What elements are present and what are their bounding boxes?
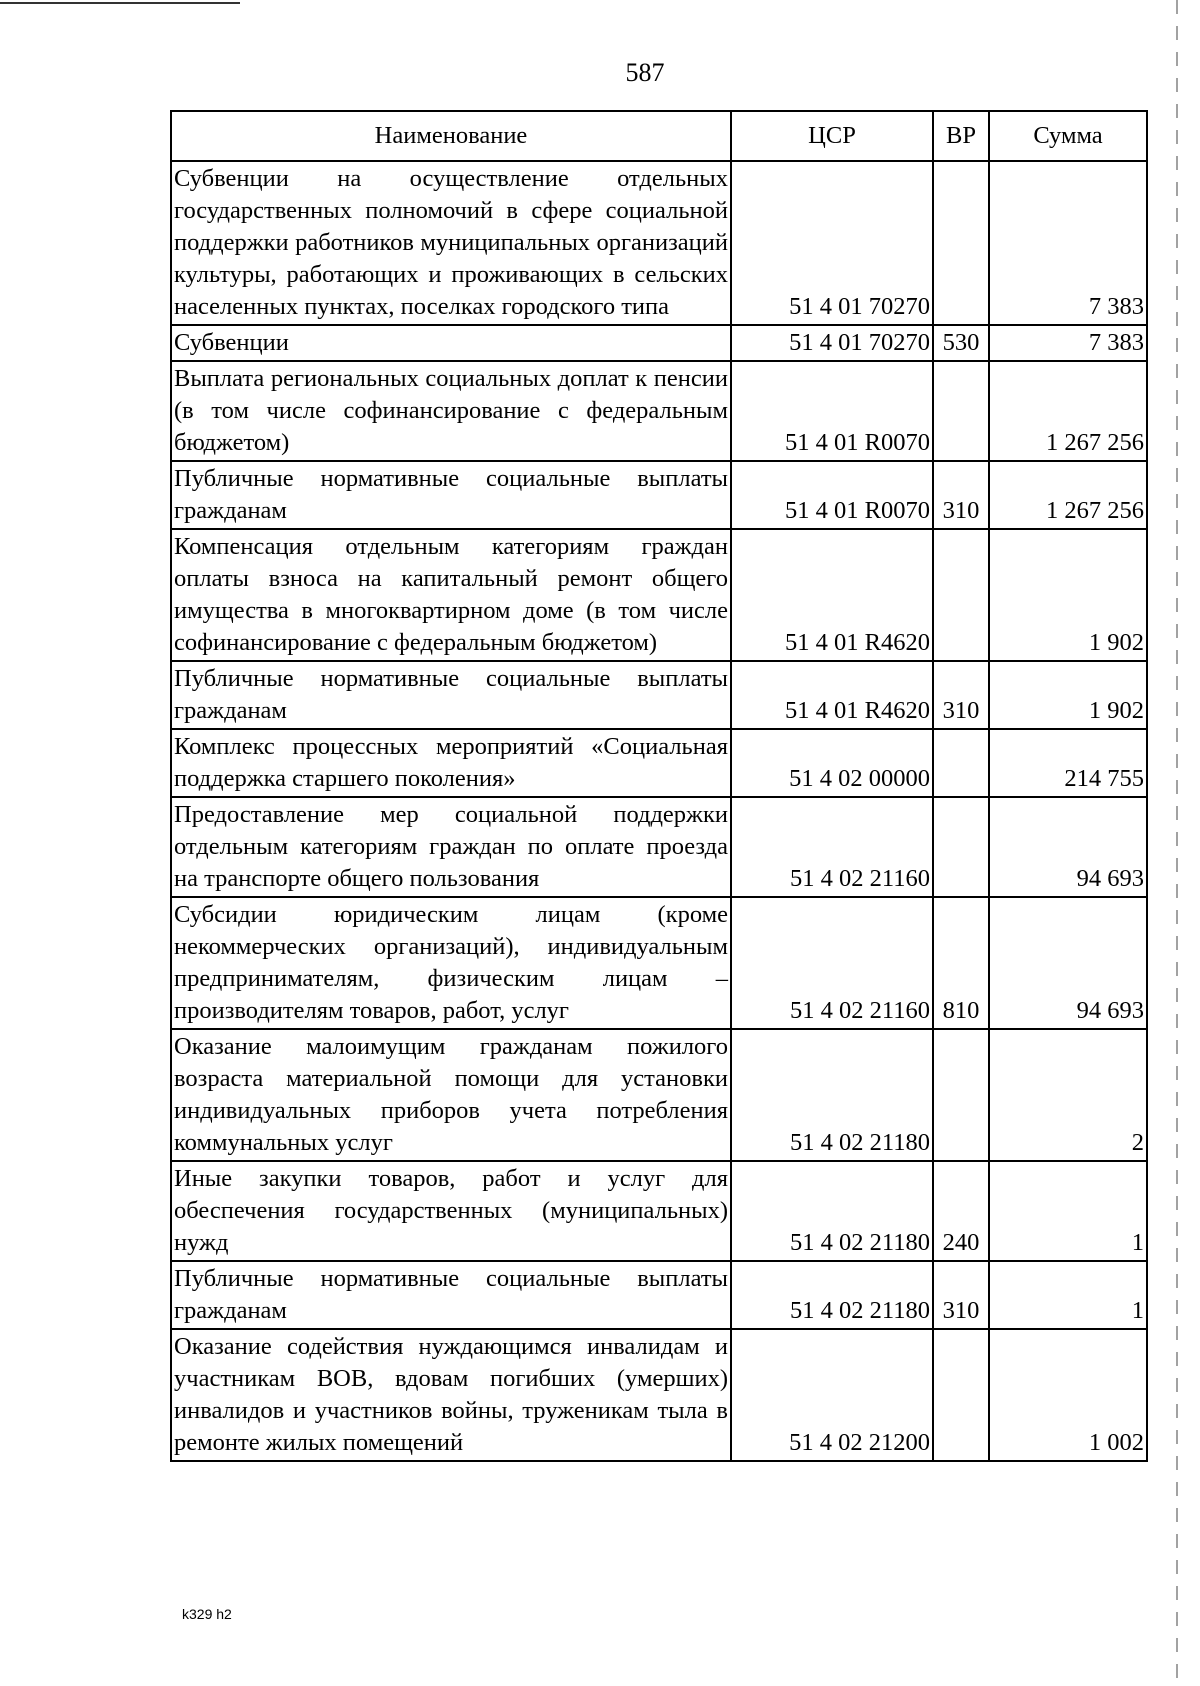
row-csr: 51 4 02 21180 — [731, 1261, 933, 1329]
row-sum: 1 267 256 — [989, 461, 1147, 529]
row-csr: 51 4 02 21160 — [731, 897, 933, 1029]
row-vr — [933, 1329, 989, 1461]
table-row — [171, 1329, 1147, 1461]
row-vr: 310 — [933, 461, 989, 529]
row-csr: 51 4 01 R4620 — [731, 661, 933, 729]
row-sum: 94 693 — [989, 897, 1147, 1029]
table-row — [171, 161, 1147, 325]
row-name: Субвенции — [171, 325, 731, 361]
row-csr: 51 4 01 R0070 — [731, 461, 933, 529]
table-row — [171, 1161, 1147, 1261]
row-name: Публичные нормативные социальные выплаты гражданам — [171, 1261, 731, 1329]
row-name: Публичные нормативные социальные выплаты гражданам — [171, 461, 731, 529]
row-vr — [933, 529, 989, 661]
row-csr: 51 4 02 21160 — [731, 797, 933, 897]
table-row — [171, 361, 1147, 461]
row-csr: 51 4 01 R4620 — [731, 529, 933, 661]
header-csr: ЦСР — [731, 111, 933, 161]
row-name: Комплекс процессных мероприятий «Социальная поддержка старшего поколения» — [171, 729, 731, 797]
row-sum: 7 383 — [989, 325, 1147, 361]
row-sum: 1 002 — [989, 1329, 1147, 1461]
row-csr: 51 4 01 70270 — [731, 325, 933, 361]
table-row — [171, 897, 1147, 1029]
row-vr: 310 — [933, 1261, 989, 1329]
row-vr: 810 — [933, 897, 989, 1029]
row-vr — [933, 161, 989, 325]
page-number: 587 — [625, 58, 665, 87]
row-name: Оказание малоимущим гражданам пожилого возраста материальной помощи для установки индивидуальных приборов учета потребления коммунальных услуг — [171, 1029, 731, 1161]
row-sum: 94 693 — [989, 797, 1147, 897]
row-sum: 1 — [989, 1261, 1147, 1329]
row-sum: 2 — [989, 1029, 1147, 1161]
scan-edge-marks — [1176, 0, 1178, 1686]
table-row — [171, 529, 1147, 661]
table-row — [171, 1261, 1147, 1329]
table-row — [171, 797, 1147, 897]
row-csr: 51 4 01 70270 — [731, 161, 933, 325]
table-row — [171, 461, 1147, 529]
row-sum: 1 — [989, 1161, 1147, 1261]
row-vr: 240 — [933, 1161, 989, 1261]
row-sum: 7 383 — [989, 161, 1147, 325]
row-vr — [933, 797, 989, 897]
row-sum: 214 755 — [989, 729, 1147, 797]
row-name: Предоставление мер социальной поддержки отдельным категориям граждан по оплате проезда на транспорте общего пользования — [171, 797, 731, 897]
row-csr: 51 4 01 R0070 — [731, 361, 933, 461]
header-name: Наименование — [171, 111, 731, 161]
header-sum: Сумма — [989, 111, 1147, 161]
row-vr — [933, 1029, 989, 1161]
row-vr — [933, 361, 989, 461]
header-vr: ВР — [933, 111, 989, 161]
row-name: Субвенции на осуществление отдельных государственных полномочий в сфере социальной поддержки работников муниципальных организаций культуры, работающих и проживающих в сельских населенных пунктах, поселках городского типа — [171, 161, 731, 325]
row-sum: 1 902 — [989, 661, 1147, 729]
row-name: Иные закупки товаров, работ и услуг для обеспечения государственных (муниципальных) нужд — [171, 1161, 731, 1261]
scan-border-line — [0, 2, 240, 4]
row-vr — [933, 729, 989, 797]
row-name: Выплата региональных социальных доплат к пенсии (в том числе софинансирование с федеральным бюджетом) — [171, 361, 731, 461]
row-sum: 1 902 — [989, 529, 1147, 661]
row-csr: 51 4 02 21180 — [731, 1161, 933, 1261]
table-row — [171, 729, 1147, 797]
row-vr: 530 — [933, 325, 989, 361]
row-name: Публичные нормативные социальные выплаты гражданам — [171, 661, 731, 729]
row-name: Компенсация отдельным категориям граждан оплаты взноса на капитальный ремонт общего имущества в многоквартирном доме (в том числе софинансирование с федеральным бюджетом) — [171, 529, 731, 661]
budget-table — [170, 110, 1148, 1462]
table-row — [171, 1029, 1147, 1161]
row-sum: 1 267 256 — [989, 361, 1147, 461]
table-header-row — [171, 111, 1147, 161]
row-csr: 51 4 02 21200 — [731, 1329, 933, 1461]
footer-document-code: k329 h2 — [182, 1606, 232, 1622]
row-csr: 51 4 02 21180 — [731, 1029, 933, 1161]
row-vr: 310 — [933, 661, 989, 729]
table-row — [171, 325, 1147, 361]
row-name: Субсидии юридическим лицам (кроме некоммерческих организаций), индивидуальным предпринимателям, физическим лицам – производителям товаров, работ, услуг — [171, 897, 731, 1029]
row-csr: 51 4 02 00000 — [731, 729, 933, 797]
row-name: Оказание содействия нуждающимся инвалидам и участникам ВОВ, вдовам погибших (умерших) инвалидов и участников войны, труженикам тыла в ремонте жилых помещений — [171, 1329, 731, 1461]
table-row — [171, 661, 1147, 729]
